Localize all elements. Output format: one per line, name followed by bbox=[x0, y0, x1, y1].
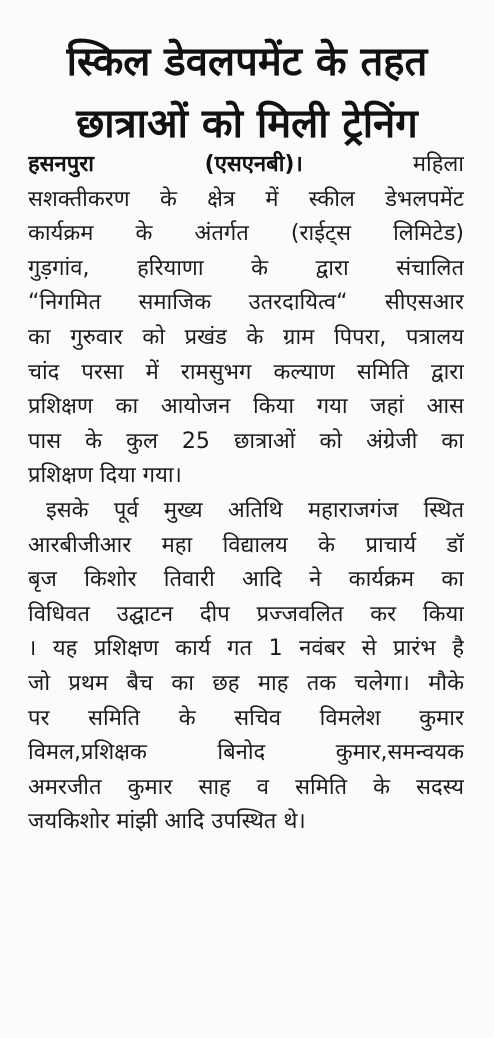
article-line-16: जो प्रथम बैच का छह माह तक चलेगा। मौके bbox=[28, 670, 464, 696]
article-line-text: महिला bbox=[412, 152, 464, 177]
article-line-4: गुड़गांव, हरियाणा के द्वारा संचालित bbox=[28, 255, 464, 281]
article-line-14: विधिवत उद्घाटन दीप प्रज्जवलित कर किया bbox=[28, 601, 464, 627]
article-line-17: पर समिति के सचिव विमलेश कुमार bbox=[28, 705, 464, 731]
headline-line-2: छात्राओं को मिली ट्रेनिंग bbox=[76, 101, 418, 147]
article-line-2: सशक्तीकरण के क्षेत्र में स्कील डेभलपमेंट bbox=[28, 186, 464, 212]
article-line-3: कार्यक्रम के अंतर्गत (राईट्स लिमिटेड) bbox=[28, 221, 464, 247]
article-line-13: बृज किशोर तिवारी आदि ने कार्यक्रम का bbox=[28, 567, 464, 593]
article-line-15: । यह प्रशिक्षण कार्य गत 1 नवंबर से प्रारंभ है bbox=[28, 636, 464, 662]
article-line-11: इसके पूर्व मुख्य अतिथि महाराजगंज स्थित bbox=[46, 497, 464, 523]
article-body bbox=[28, 148, 464, 840]
article-line-19: अमरजीत कुमार साह व समिति के सदस्य bbox=[28, 774, 464, 800]
dateline: हसनपुरा (एसएनबी)। bbox=[28, 152, 303, 177]
article-line-5: “निगमित समाजिक उतरदायित्व“ सीएसआर bbox=[28, 290, 464, 316]
article-line-18: विमल,प्रशिक्षक बिनोद कुमार,समन्वयक bbox=[28, 740, 464, 766]
article-line-20: जयकिशोर मांझी आदि उपस्थित थे। bbox=[28, 809, 306, 835]
article-line-10: प्रशिक्षण दिया गया। bbox=[28, 463, 182, 489]
article-line-9: पास के कुल 25 छात्राओं को अंग्रेजी का bbox=[28, 428, 464, 454]
article-line-8: प्रशिक्षण का आयोजन किया गया जहां आस bbox=[28, 394, 464, 420]
article-line-7: चांद परसा में रामसुभग कल्याण समिति द्वारा bbox=[28, 359, 464, 385]
headline-line-1: स्किल डेवलपमेंट के तहत bbox=[66, 39, 428, 85]
article-line-1 bbox=[28, 148, 464, 183]
article-line-12: आरबीजीआर महा विद्यालय के प्राचार्य डॉ bbox=[28, 532, 464, 558]
article-line-6: का गुरुवार को प्रखंड के ग्राम पिपरा, पत्रालय bbox=[28, 324, 464, 350]
